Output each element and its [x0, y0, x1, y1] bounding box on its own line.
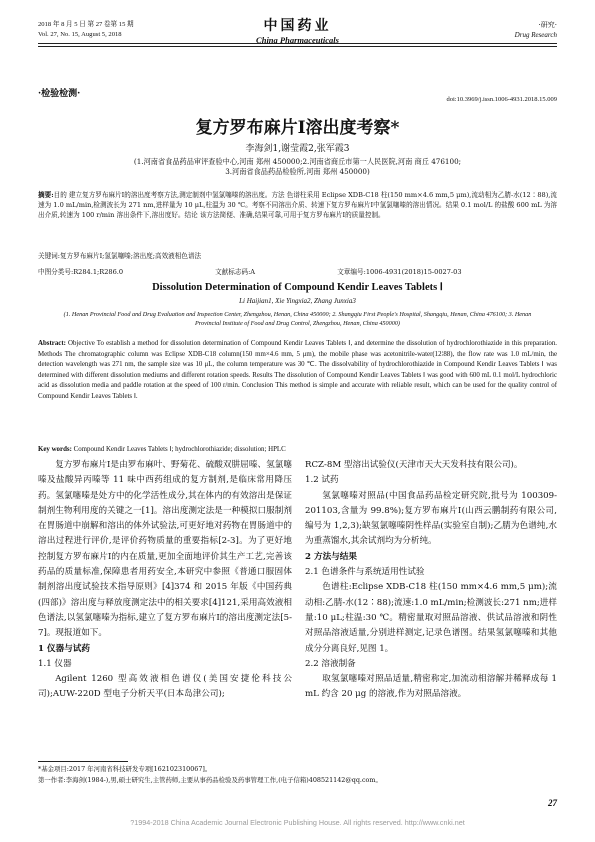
footnote-rule: [38, 761, 128, 762]
english-keywords-label: Key words:: [38, 446, 72, 453]
article-authors: 李海剑1,谢莹霞2,张军霞3: [245, 144, 350, 154]
page-number: 27: [548, 798, 557, 808]
instruments-paragraph: Agilent 1260 型高效液相色谱仪(美国安捷伦科技公司);AUW-220D 型电子分析天平(日本岛津公司);: [38, 674, 292, 700]
english-abstract: [38, 339, 557, 403]
document-code: 文献标志码:A: [215, 268, 256, 276]
heading-1: 1 仪器与试药: [38, 643, 90, 654]
abstract-cn-body: 目的 建立复方罗布麻片Ⅰ的溶出度考察方法,测定制剂中氢氯噻嗪的溶出度。方法 色谱柱采用 Eclipse XDB-C18 柱(150 mm×4.6 mm,5 μm),流动相为乙腈-水(12∶88),流速为 1.0 mL/min,检测波长为 271 nm,进样量为 10 μL,柱温为 30 ℃。考察不同溶出介质、转速下复方罗布麻片Ⅰ中氢氯噻嗪的溶出情况。结果 0.1 mol/L 的盐酸 600 mL 为溶出介质,转速为 100 r/min 溶出条件下,溶出度好。结论 该方法简便、准确,结果可靠,可用于复方罗布麻片Ⅰ的质量控制。: [38, 191, 558, 219]
english-abstract-label: Abstract:: [38, 340, 66, 347]
intro-paragraph: 复方罗布麻片Ⅰ是由罗布麻叶、野菊花、硫酸双肼屈嗪、氢氯噻嗪及盐酸异丙嗪等 11 味中西药组成的复方制剂,是临床常用降压药。氢氯噻嗪是处方中的化学活性成分,其在体内的有效溶出是保证制剂生物利用度的关键之一[1]。溶出度测定法是一种模拟口服制剂在胃肠道中崩解和溶出的体外试验法,可更好地对药物在胃肠道中的溶出过程进行评价,是评价药物质量的重要指标[2-3]。为了更好地控制复方罗布麻片Ⅰ的内在质量,更加全面地评价其生产工艺,完善该药品的质量标准,保障患者用药安全,本研究中参照《普通口服固体制剂溶出度试验技术指导原则》[4]374 和 2015 年版《中国药典(四部)》溶出度与释放度测定法中的相关要求[4]121,采用高效液相色谱法,以氢氯噻嗪为指标,建立了复方罗布麻片Ⅰ的溶出度测定法[5-7]。现报道如下。: [38, 460, 292, 639]
heading-1-2: 1.2 试药: [305, 475, 339, 486]
body-column-left: [38, 458, 292, 703]
article-title: 复方罗布麻片Ⅰ溶出度考察*: [195, 118, 400, 138]
affiliation-line-2: 3.河南省食品药品检验所,河南 郑州 450000): [225, 167, 370, 176]
journal-logo-en: China Pharmaceuticals: [256, 35, 339, 45]
first-author-note: 第一作者:李海剑(1984-),男,硕士研究生,主管药师,主要从事药品检验及药事管理工作,(电子信箱)408521142@qq.com。: [38, 776, 382, 784]
journal-column-info: [515, 20, 557, 40]
column-label-cn: ·研究·: [538, 21, 557, 29]
english-keywords-body: Compound Kendir Leaves Tablets Ⅰ; hydrochlorothiazide; dissolution; HPLC: [73, 446, 286, 453]
article-number: 文章编号:1006-4931(2018)15-0027-03: [337, 268, 462, 276]
header-rule-thin: [38, 46, 557, 47]
doi: doi:10.3969/j.issn.1006-4931.2018.15.009: [446, 96, 557, 103]
abstract-cn: [38, 190, 557, 220]
section-tag: ·检验检测·: [38, 89, 81, 99]
keywords-cn: 关键词:复方罗布麻片Ⅰ;氢氯噻嗪;溶出度;高效液相色谱法: [38, 252, 202, 260]
instruments-continued: RCZ-8M 型溶出试验仪(天津市天大天发科技有限公司)。: [305, 460, 523, 470]
author-affiliations: [60, 157, 535, 177]
english-affiliations: (1. Henan Provincial Food and Drug Evaluation and Inspection Center, Zhengzhou, Henan, China 450000; 2. Shangqiu First People's Hospital, Shangqiu, Henan, China 476100; 3. Henan Provincial Institute of Food and Drug Control, Zhengzhou, Henan, China 450000): [63, 311, 532, 327]
affiliation-line-1: (1.河南省食品药品审评查验中心,河南 郑州 450000;2.河南省商丘市第一人民医院,河南 商丘 476100;: [133, 157, 462, 166]
classification-line: [38, 266, 557, 276]
reagents-paragraph: 氢氯噻嗪对照品(中国食品药品检定研究院,批号为 100309-201103,含量为 99.8%);复方罗布麻片Ⅰ(山西云鹏制药有限公司,编号为 1,2,3);缺氢氯噻嗪阴性样品(实验室自制);乙腈为色谱纯,水为重蒸馏水,其余试剂均为分析纯。: [305, 490, 557, 547]
english-authors: Li Haijian1, Xie Yingxia2, Zhang Junxia3: [239, 297, 356, 305]
journal-logo-block: [200, 15, 395, 45]
footnotes: [38, 764, 557, 786]
heading-1-1: 1.1 仪器: [38, 658, 72, 669]
english-abstract-body: Objective To establish a method for dissolution determination of Compound Kendir Leaves Tablets Ⅰ, and determine the dissolution of hydrochlorothiazide in this preparation. Methods The chromatographic column was Eclipse XDB-C18 column(150 mm×4.6 mm, 5 μm), the mobile phase was acetonitrile-water(12∶88), the flow rate was 1.0 mL/min, the detection wavelength was 271 nm, the sample size was 10 μL, the column temperature was 30 ℃. The dissolvability of hydrochlorothiazide in Compound Kendir Leaves Tablets Ⅰ was determined with different dissolution mediums and different rotation speeds. Results The dissolution of Compound Kendir Leaves Tablets Ⅰ was good with 600 mL 0.1 mol/L hydrochloric acid as dissolution media and paddle rotation at the speed of 100 r/min. Conclusion This method is simple and accurate with reliable result, which can be used for the quality control of Compound Kendir Leaves Tablets Ⅰ.: [38, 340, 557, 400]
issue-line-en: Vol. 27, No. 15, August 5, 2018: [38, 30, 122, 38]
solution-preparation-paragraph: 取氢氯噻嗪对照品适量,精密称定,加流动相溶解并稀释成每 1 mL 约含 20 μg 的溶液,作为对照品溶液。: [305, 674, 557, 700]
journal-issue-info: [38, 20, 134, 39]
body-column-right: [305, 458, 557, 703]
column-label-en: Drug Research: [514, 31, 557, 39]
issue-line-cn: 2018 年 8 月 5 日 第 27 卷第 15 期: [38, 21, 134, 28]
english-keywords: [38, 445, 557, 453]
heading-2-1: 2.1 色谱条件与系统适用性试验: [305, 567, 425, 578]
heading-2-2: 2.2 溶液制备: [305, 658, 356, 669]
header-rule: [38, 43, 557, 44]
journal-logo: 中国药业: [263, 18, 332, 34]
fund-note: *基金项目:2017 年河南省科技研发专项[162102310067]。: [38, 765, 212, 773]
clc-number: 中图分类号:R284.1;R286.0: [38, 268, 124, 276]
chromatographic-conditions-paragraph: 色谱柱:Eclipse XDB-C18 柱(150 mm×4.6 mm,5 μm);流动相:乙腈-水(12∶88);流速:1.0 mL/min;检测波长:271 nm;进样量:10 μL;柱温:30 ℃。精密量取对照品溶液、供试品溶液和阴性对照品溶液适量,分别进样测定,记录色谱图。结果氢氯噻嗪和其他成分分离良好,见图 1。: [305, 582, 557, 654]
english-title: Dissolution Determination of Compound Kendir Leaves Tablets Ⅰ: [152, 282, 443, 293]
abstract-cn-label: 摘要:: [38, 191, 54, 199]
heading-2: 2 方法与结果: [305, 551, 357, 562]
copyright-line: ?1994-2018 China Academic Journal Electronic Publishing House. All rights reserved. http://www.cnki.net: [130, 818, 465, 827]
